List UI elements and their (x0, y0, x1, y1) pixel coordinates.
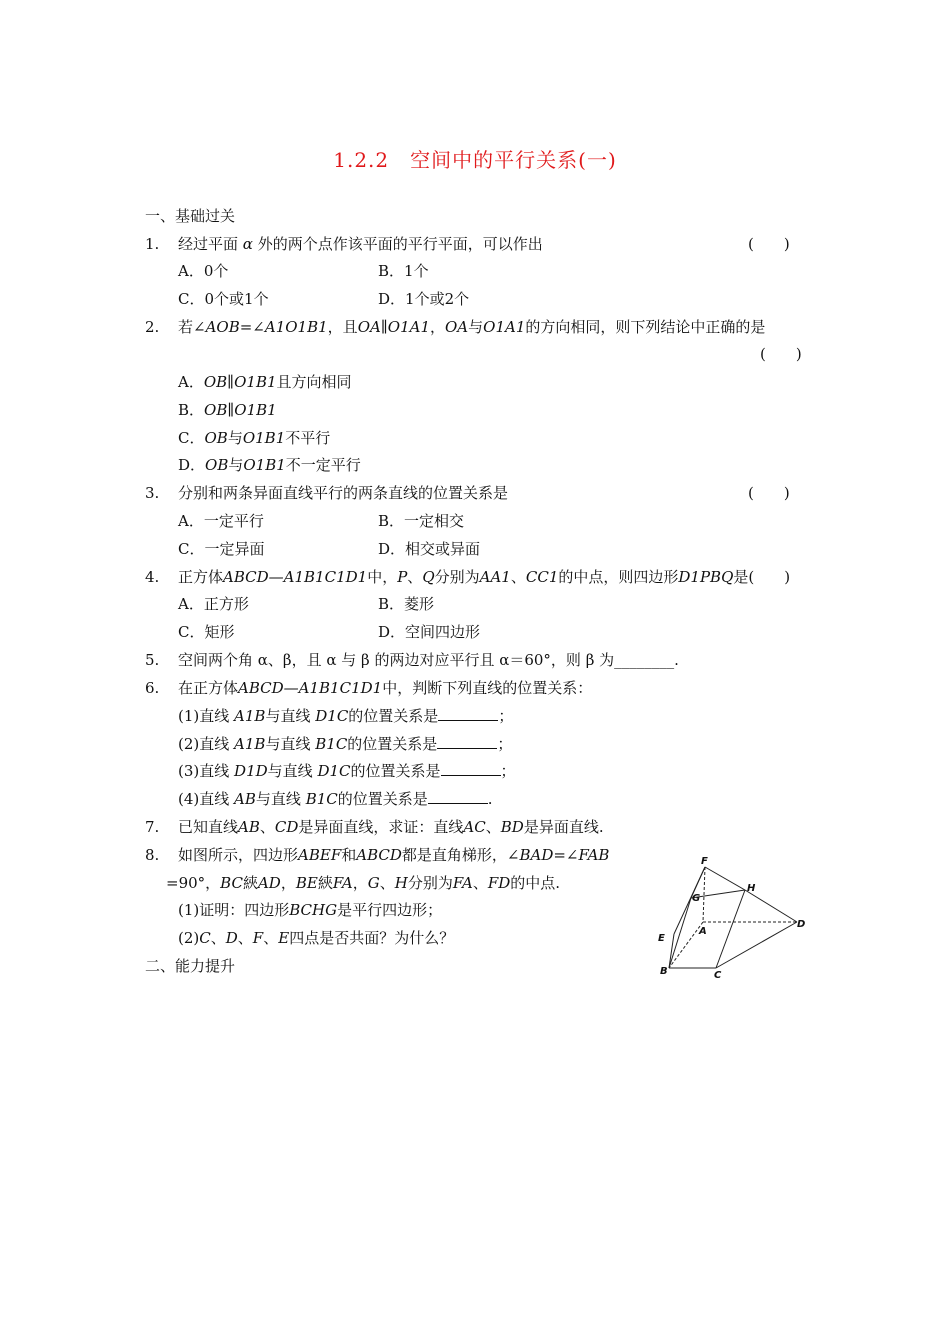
edge-FA (703, 867, 705, 922)
vertex-label-E: E (658, 933, 665, 944)
answer-blank[interactable] (428, 789, 488, 804)
vertex-label-G: G (692, 893, 701, 904)
question-6-sub-2: (2)直线 A1B与直线 B1C的位置关系是 ； (178, 735, 513, 753)
question-5-stem: 空间两个角 α、β，且 α 与 β 的两边对应平行且 α＝60°，则 β 为________. (178, 651, 679, 669)
question-8-sub-1: (1)证明：四边形BCHG是平行四边形； (178, 901, 443, 919)
question-8-sub-2: (2)C、D、F、E四点是否共面？为什么？ (178, 929, 455, 947)
section-heading-basic: 一、基础过关 (145, 207, 236, 225)
question-2-number: 2. (145, 318, 160, 336)
question-3-option-c: C．一定异面 (178, 540, 265, 558)
vertex-label-F: F (701, 856, 708, 867)
question-2-option-c: C．OB与O1B1不平行 (178, 429, 331, 447)
question-3-option-b: B．一定相交 (378, 512, 465, 530)
edge-HC (716, 890, 745, 968)
question-2-stem: 若∠AOB=∠A1O1B1，且OA∥O1A1，OA与O1A1的方向相同，则下列结论中正确的是 (178, 318, 766, 336)
question-1-option-d: D．1个或2个 (378, 290, 470, 308)
question-8-stem-line-2: =90°，BC綊AD，BE綊FA，G、H分别为FA、FD的中点. (166, 874, 561, 892)
question-4-option-a: A．正方形 (178, 595, 249, 613)
edge-GB (669, 898, 691, 968)
question-1-option-c: C．0个或1个 (178, 290, 269, 308)
vertex-label-B: B (660, 966, 668, 977)
question-8-stem-line-1: 如图所示，四边形ABEF和ABCD都是直角梯形，∠BAD=∠FAB (178, 846, 610, 864)
edge-FH (705, 867, 745, 890)
question-6-sub-4: (4)直线 AB与直线 B1C的位置关系是 . (178, 790, 493, 808)
question-4-stem: 正方体ABCD—A1B1C1D1中，P、Q分别为AA1、CC1的中点，则四边形D1PBQ是( ) (178, 568, 791, 586)
question-4-number: 4. (145, 568, 160, 586)
question-5-number: 5. (145, 651, 160, 669)
question-3-answer-paren: ( ) (748, 484, 790, 502)
question-1-number: 1. (145, 235, 160, 253)
section-heading-advanced: 二、能力提升 (145, 957, 236, 975)
answer-blank[interactable] (441, 761, 501, 776)
question-3-option-a: A．一定平行 (178, 512, 264, 530)
question-6-number: 6. (145, 679, 160, 697)
geometry-figure (650, 850, 820, 985)
question-2-answer-paren: ( ) (760, 345, 802, 363)
question-7-stem: 已知直线AB、CD是异面直线，求证：直线AC、BD是异面直线. (178, 818, 604, 836)
question-2-option-b: B．OB∥O1B1 (178, 401, 277, 419)
question-6-stem: 在正方体ABCD—A1B1C1D1中，判断下列直线的位置关系： (178, 679, 593, 697)
question-4-option-d: D．空间四边形 (378, 623, 481, 641)
edge-FE (674, 867, 705, 934)
answer-blank[interactable] (438, 706, 498, 721)
question-3-option-d: D．相交或异面 (378, 540, 481, 558)
edge-CD (716, 922, 797, 968)
figure-hidden-lines (669, 867, 797, 968)
question-4-option-b: B．菱形 (378, 595, 435, 613)
page-title: 1.2.2 空间中的平行关系(一) (333, 148, 617, 172)
question-1-option-a: A．0个 (178, 262, 229, 280)
question-6-sub-3: (3)直线 D1D与直线 D1C的位置关系是 ； (178, 762, 516, 780)
question-8-number: 8. (145, 846, 160, 864)
question-3-number: 3. (145, 484, 160, 502)
vertex-label-C: C (714, 970, 722, 981)
question-7-number: 7. (145, 818, 160, 836)
question-1-answer-paren: ( ) (748, 235, 790, 253)
question-2-option-a: A．OB∥O1B1且方向相同 (178, 373, 352, 391)
question-2-option-d: D．OB与O1B1不一定平行 (178, 456, 361, 474)
vertex-label-A: A (699, 926, 707, 937)
edge-HD (745, 890, 797, 922)
answer-blank[interactable] (437, 734, 497, 749)
question-1-stem: 经过平面 α 外的两个点作该平面的平行平面，可以作出 (178, 235, 543, 253)
question-1-option-b: B．1个 (378, 262, 429, 280)
vertex-label-H: H (747, 883, 756, 894)
question-6-sub-1: (1)直线 A1B与直线 D1C的位置关系是 ； (178, 707, 514, 725)
question-4-option-c: C．矩形 (178, 623, 235, 641)
vertex-label-D: D (797, 919, 806, 930)
figure-lines (669, 867, 797, 968)
question-3-stem: 分别和两条异面直线平行的两条直线的位置关系是 (178, 484, 509, 502)
edge-AB (669, 922, 703, 968)
